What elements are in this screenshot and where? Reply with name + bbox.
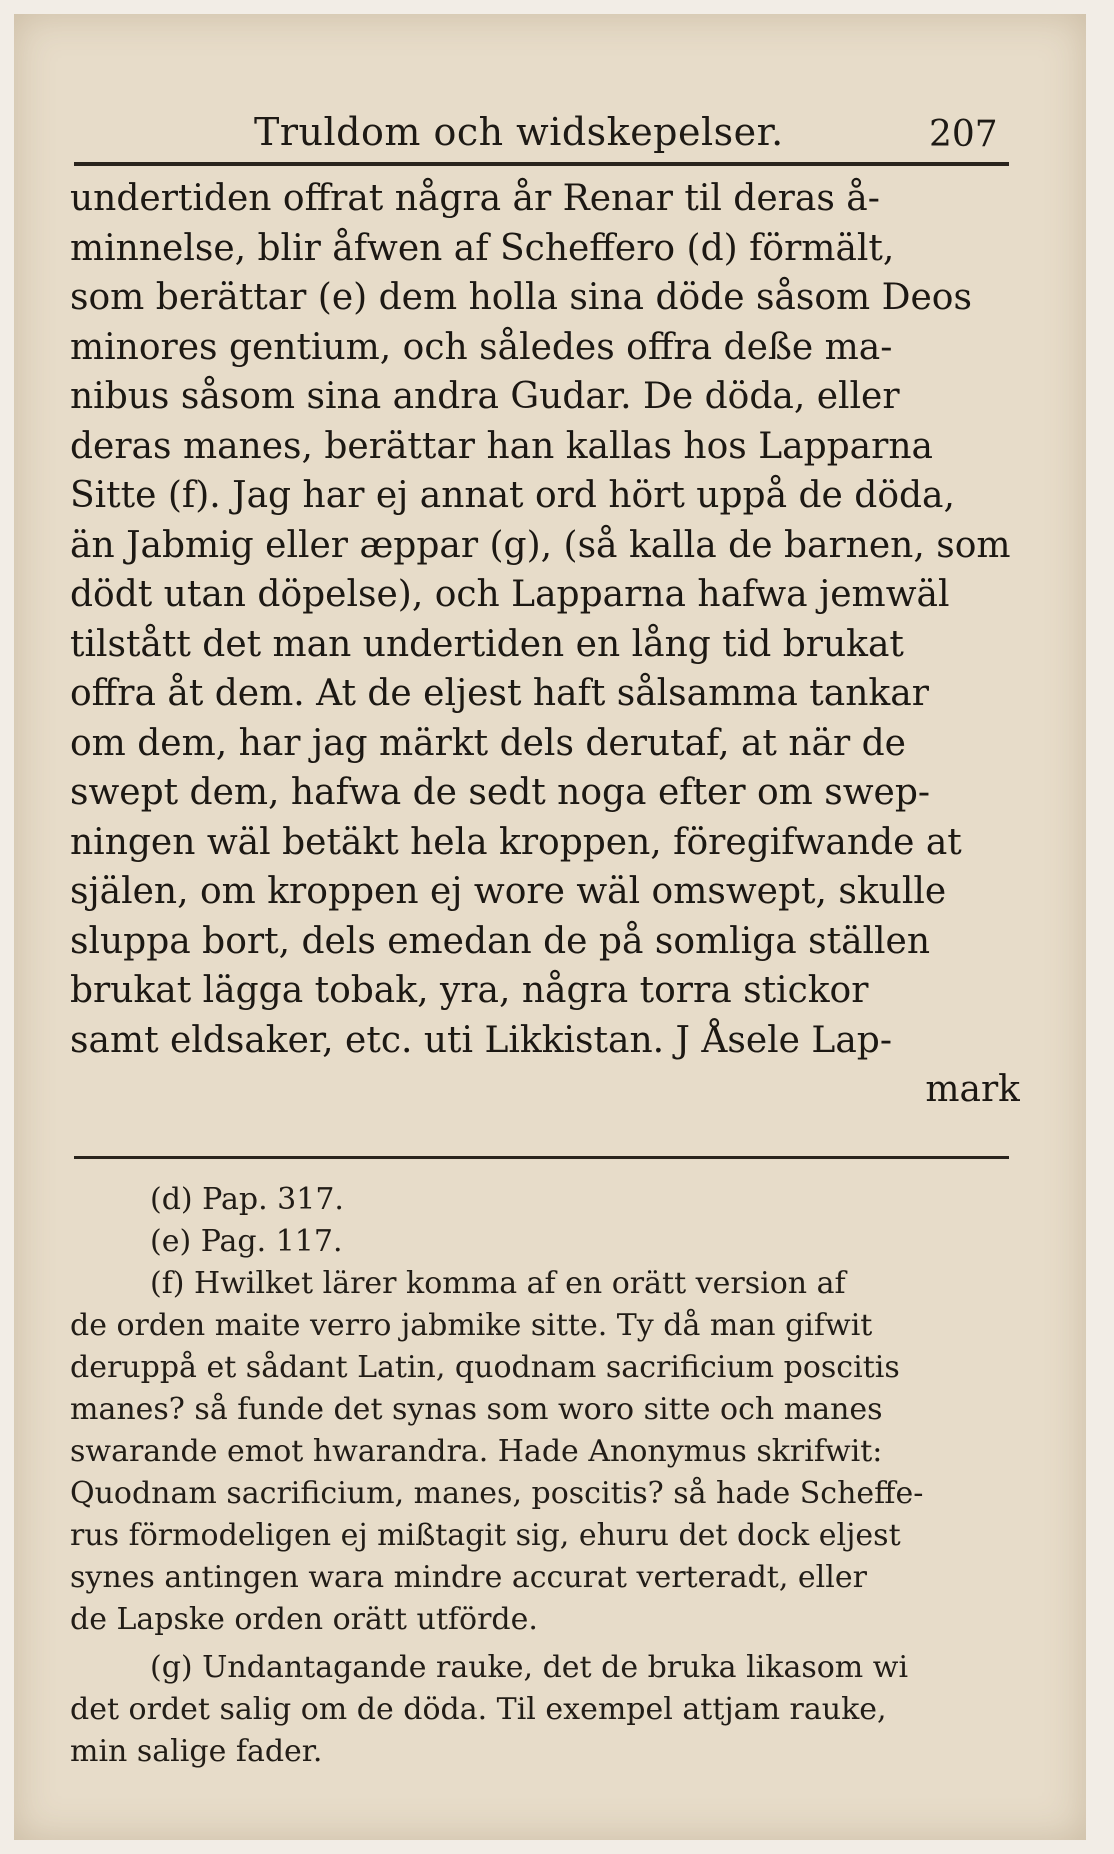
footnote-rule [74, 1156, 1009, 1159]
page-header [14, 110, 1086, 166]
main-text [70, 174, 1020, 1115]
text-line: tilstått det man undertiden en lång tid brukat [70, 623, 904, 665]
footnote-d: (d) Pap. 317. [150, 1182, 344, 1217]
text-line: minores gentium, och således offra deße ma- [70, 326, 893, 368]
footnote-f-line: deruppå et sådant Latin, quodnam sacrificium poscitis [70, 1350, 900, 1385]
text-line: offra åt dem. At de eljest haft sålsamma tankar [70, 673, 929, 714]
footnote-f-line: manes? så funde det synas som woro sitte och manes [70, 1392, 883, 1427]
page-number: 207 [929, 114, 998, 155]
text-line: undertiden offrat några år Renar til deras å- [70, 178, 880, 219]
text-line: än Jabmig eller æppar (g), (så kalla de barnen, som [70, 524, 1011, 566]
footnote-g-line: det ordet salig om de döda. Til exempel attjam rauke, [70, 1692, 887, 1727]
footnote-f-line: Quodnam sacrificium, manes, poscitis? så hade Scheffe- [70, 1476, 924, 1511]
text-line: minnelse, blir åfwen af Scheffero (d) förmält, [70, 227, 895, 269]
footnote-f-line: de Lapske orden orätt utförde. [70, 1602, 538, 1637]
book-page [14, 14, 1086, 1840]
header-rule [74, 162, 1009, 166]
text-line: dödt utan döpelse), och Lapparna hafwa jemwäl [70, 574, 950, 615]
footnote-f-line: swarande emot hwarandra. Hade Anonymus skrifwit: [70, 1434, 883, 1469]
text-line: om dem, har jag märkt dels derutaf, at när de [70, 722, 906, 764]
footnote-f-line: de orden maite verro jabmike sitte. Ty då man gifwit [70, 1308, 873, 1343]
text-line: deras manes, berättar han kallas hos Lapparna [70, 425, 933, 467]
text-line: som berättar (e) dem holla sina döde såsom Deos [70, 277, 972, 318]
text-line: själen, om kroppen ej wore wäl omswept, skulle [70, 871, 947, 912]
text-line: Sitte (f). Jag har ej annat ord hört uppå de döda, [70, 475, 955, 516]
footnote-g-line: (g) Undantagande rauke, det de bruka likasom wi [150, 1650, 909, 1685]
running-title: Truldom och widskepelser. [254, 110, 784, 154]
footnote-e: (e) Pag. 117. [150, 1224, 343, 1259]
text-line: swept dem, hafwa de sedt noga efter om swep- [70, 772, 931, 813]
footnote-g-line: min salige fader. [70, 1734, 323, 1769]
footnotes [70, 1179, 1020, 1773]
text-line: nibus såsom sina andra Gudar. De döda, eller [70, 376, 900, 417]
footnote-f-line: rus förmodeligen ej mißtagit sig, ehuru det dock eljest [70, 1518, 901, 1553]
footnote-f-line: synes antingen wara mindre accurat verteradt, eller [70, 1560, 867, 1595]
footnote-f-line: (f) Hwilket lärer komma af en orätt version af [150, 1266, 846, 1301]
text-line: brukat lägga tobak, yra, några torra stickor [70, 970, 869, 1011]
text-line: samt eldsaker, etc. uti Likkistan. J Åsele Lap- [70, 1019, 893, 1061]
catchword: mark [925, 1069, 1020, 1110]
text-line: sluppa bort, dels emedan de på somliga ställen [70, 920, 931, 962]
text-line: ningen wäl betäkt hela kroppen, föregifwande at [70, 821, 962, 863]
